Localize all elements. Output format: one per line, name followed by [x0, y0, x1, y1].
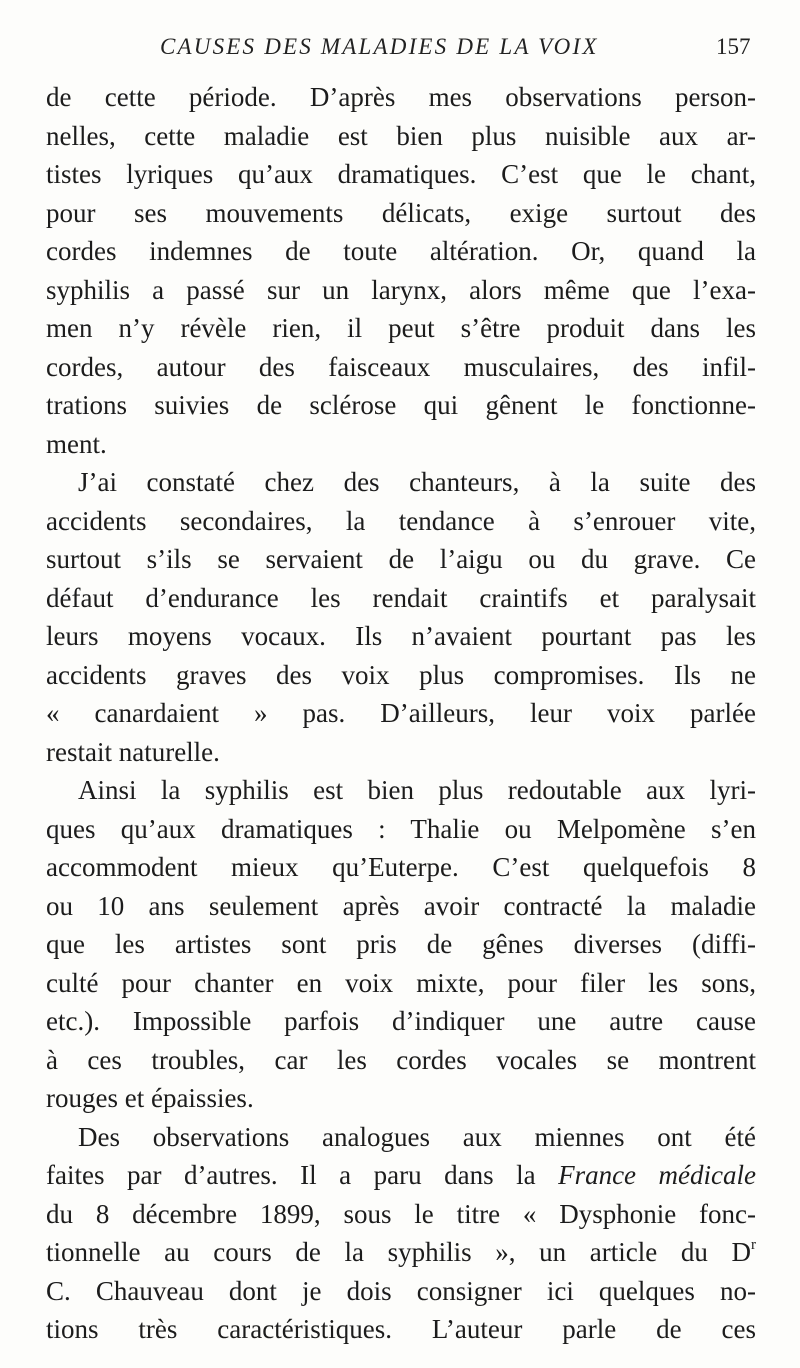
- text-line: ques qu’aux dramatiques : Thalie ou Melpomène s’en: [46, 813, 756, 844]
- text-line: à ces troubles, car les cordes vocales se montrent: [46, 1044, 756, 1075]
- text-line: Ainsi la syphilis est bien plus redoutable aux lyri-: [78, 775, 756, 805]
- text-line: surtout s’ils se servaient de l’aigu ou du grave. Ce: [46, 544, 756, 574]
- text-line: de cette période. D’après mes observations person-: [46, 82, 756, 112]
- text-line: tistes lyriques qu’aux dramatiques. C’est que le chant,: [46, 159, 756, 189]
- text-line: [46, 1156, 756, 1195]
- text-line: C. Chauveau dont je dois consigner ici quelques no-: [46, 1275, 756, 1306]
- text-line: du 8 décembre 1899, sous le titre « Dysphonie fonc-: [46, 1198, 756, 1229]
- text-line: men n’y révèle rien, il peut s’être produit dans les: [46, 313, 756, 343]
- text-line: syphilis a passé sur un larynx, alors même que l’exa-: [46, 274, 756, 305]
- journal-title: France médicale: [558, 1160, 756, 1190]
- text-line: culté pour chanter en voix mixte, pour filer les sons,: [46, 967, 756, 998]
- page-header: [0, 34, 800, 70]
- text-line: etc.). Impossible parfois d’indiquer une autre cause: [46, 1006, 756, 1036]
- text-line: ment.: [46, 428, 107, 459]
- text-line: que les artistes sont pris de gênes diverses (diffi-: [46, 929, 756, 959]
- text-line: [46, 1233, 756, 1272]
- text-segment: tionnelle au cours de la syphilis », un article du D: [46, 1237, 751, 1267]
- text-segment: faites par d’autres. Il a paru dans la: [46, 1160, 559, 1190]
- page-number: 157: [716, 34, 751, 59]
- text-line: nelles, cette maladie est bien plus nuisible aux ar-: [46, 120, 756, 151]
- text-line: pour ses mouvements délicats, exige surtout des: [46, 197, 756, 228]
- text-line: défaut d’endurance les rendait craintifs et paralysait: [46, 582, 756, 613]
- superscript: r: [751, 1237, 756, 1253]
- text-line: accidents graves des voix plus compromises. Ils ne: [46, 659, 756, 690]
- text-line: « canardaient » pas. D’ailleurs, leur voix parlée: [46, 698, 756, 728]
- text-line: ou 10 ans seulement après avoir contracté la maladie: [46, 890, 756, 921]
- text-line: Des observations analogues aux miennes ont été: [78, 1121, 756, 1152]
- body-text: [46, 78, 756, 1349]
- text-line: restait naturelle.: [46, 736, 220, 767]
- text-line: cordes indemnes de toute altération. Or, quand la: [46, 236, 756, 266]
- text-line: leurs moyens vocaux. Ils n’avaient pourtant pas les: [46, 621, 756, 651]
- text-line: tions très caractéristiques. L’auteur parle de ces: [46, 1314, 756, 1344]
- running-title: CAUSES DES MALADIES DE LA VOIX: [160, 34, 599, 59]
- text-line: cordes, autour des faisceaux musculaires, des infil-: [46, 351, 756, 382]
- text-line: accidents secondaires, la tendance à s’enrouer vite,: [46, 505, 756, 536]
- text-line: J’ai constaté chez des chanteurs, à la suite des: [78, 467, 756, 497]
- text-line: accommodent mieux qu’Euterpe. C’est quelquefois 8: [46, 852, 756, 882]
- text-line: trations suivies de sclérose qui gênent le fonctionne-: [46, 390, 756, 420]
- text-line: rouges et épaissies.: [46, 1083, 254, 1113]
